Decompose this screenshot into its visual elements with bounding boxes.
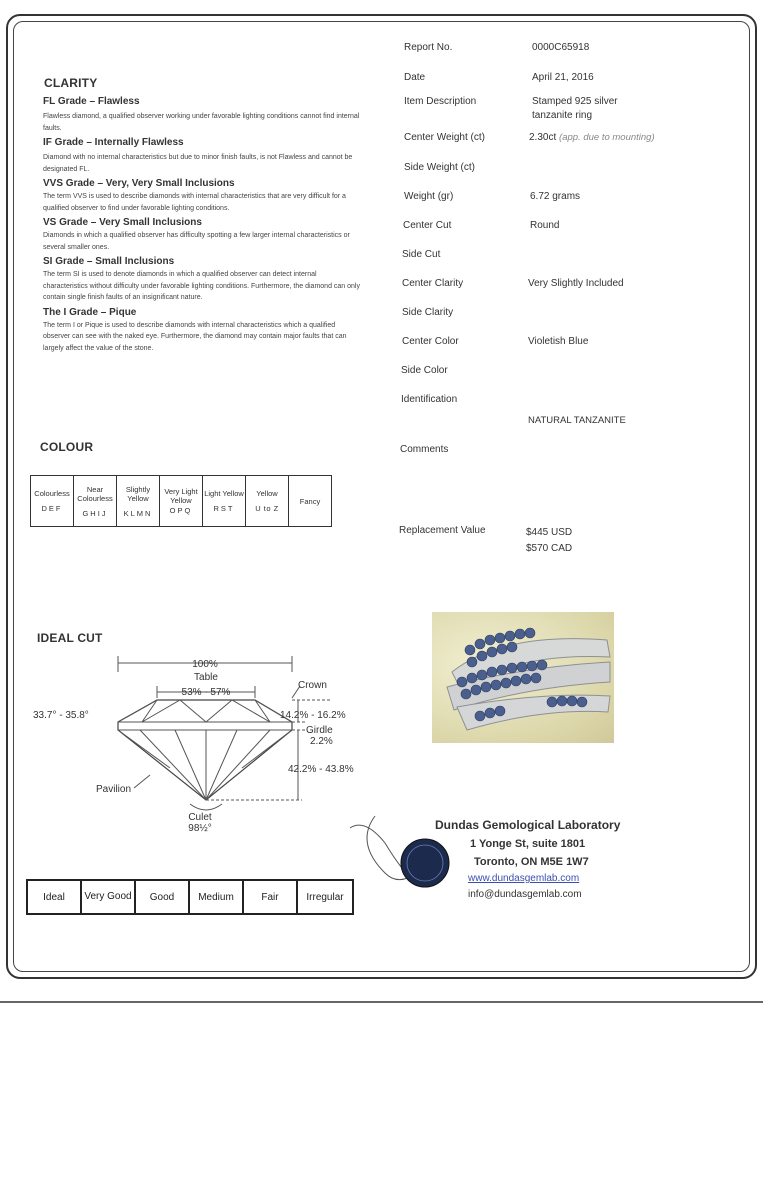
report-label: Center Clarity [402,278,464,289]
colour-scale-table [30,475,332,527]
report-row [404,72,744,96]
cut-grade-cell: Irregular [297,880,353,914]
grade-title: IF Grade – Internally Flawless [43,137,184,148]
report-row [404,191,744,220]
clarity-grade-vvs [43,178,363,214]
report-row [404,132,744,162]
report-row [404,336,744,365]
grade-title: VVS Grade – Very, Very Small Inclusions [43,178,235,189]
colour-name: Colourless [34,489,70,498]
cut-girdle-label: Girdle [306,725,333,736]
lab-address-line1: 1 Yonge St, suite 1801 [470,838,586,850]
cut-crown-label: Crown [298,680,327,691]
replacement-value-label: Replacement Value [399,525,486,536]
report-value: 2.30ct [529,132,557,143]
grade-description: Diamond with no internal characteristics but due to minor finish faults, is not Flawless and cannot be designated FL. [43,154,353,173]
colour-name: Near Colourless [77,484,113,503]
colour-name: Slightly Yellow [125,484,151,503]
ideal-cut-heading: IDEAL CUT [37,631,103,645]
ring-illustration [432,612,614,743]
report-label: Side Clarity [402,307,454,318]
diamond-proportions-diagram [30,650,375,840]
cut-grade-cell: Medium [189,880,243,914]
cut-grade-scale [26,879,354,915]
report-label: Date [404,72,426,83]
colour-cell [31,476,74,527]
grade-description: Diamonds in which a qualified observer has difficulty spotting a few larger internal characteristics or several smaller ones. [43,232,350,251]
report-label: Center Weight (ct) [404,132,485,143]
identification-value: NATURAL TANZANITE [528,415,626,426]
lab-website-link[interactable]: www.dundasgemlab.com [468,873,580,884]
cut-pavilion-label: Pavilion [96,784,132,795]
colour-name: Very Light Yellow [164,487,198,505]
clarity-grade-i [43,307,363,355]
colour-name: Yellow [256,489,278,498]
grade-description: The term SI is used to denote diamonds in which a qualified observer can detect internal characteristics without difficulty under favorable lighting conditions. Furthermore, the diamond can only contain single finish faults of an insignificant nature. [43,271,360,301]
report-label: Item Description [404,96,477,107]
report-value: Round [530,220,560,231]
cut-grade-cell: Ideal [27,880,81,914]
cut-table-label: Table [194,672,218,683]
report-label: Side Weight (ct) [404,162,475,173]
grade-title: VS Grade – Very Small Inclusions [43,217,202,228]
colour-name: Fancy [299,496,321,506]
colour-grades: DEF [41,504,63,513]
clarity-grades [43,96,363,354]
seal-stamp [401,839,449,887]
grade-title: The I Grade – Pique [43,306,137,318]
grade-title: SI Grade – Small Inclusions [43,256,175,267]
report-value: Violetish Blue [528,336,589,347]
cut-width-label: 100% [192,659,218,670]
clarity-grade-fl [43,96,363,134]
report-value: April 21, 2016 [532,72,594,83]
lab-address-line2: Toronto, ON M5E 1W7 [474,856,589,868]
report-row [404,96,744,132]
grade-description: Flawless diamond, a qualified observer working under favorable lighting conditions cannot find internal faults. [43,113,360,132]
grade-title: FL Grade – Flawless [43,96,140,107]
clarity-grade-si [43,256,363,304]
colour-grades: U to Z [255,504,279,513]
report-row [404,162,744,191]
clarity-grade-if [43,137,363,175]
report-row [404,42,744,72]
cut-grade-cell: Very Good [81,880,135,914]
grade-description: The term VVS is used to describe diamonds with internal characteristics that are very difficult for a qualified observer to find under favorable lighting conditions. [43,193,346,212]
colour-cell [203,476,246,527]
report-value: Very Slightly Included [528,278,624,289]
cut-girdle-pct: 2.2% [310,736,333,747]
colour-grades: KLMN [123,508,153,518]
clarity-heading: CLARITY [44,76,98,90]
replacement-usd: $445 USD [526,527,573,538]
report-row [404,220,744,249]
report-value: Stamped 925 silver [532,96,618,107]
report-value-line2: tanzanite ring [532,110,593,121]
colour-grades: GHIJ [82,508,108,518]
lab-email[interactable]: info@dundasgemlab.com [468,889,582,900]
colour-grades: OPQ [169,506,193,515]
colour-cell [117,476,160,527]
grade-description: The term I or Pique is used to describe diamonds with internal characteristics which a qualified observer can see with the naked eye. Furthermore, the diamond may contain major faults that can largely affect the value of the stone. [43,321,347,352]
report-label: Report No. [404,42,453,53]
report-value: 0000C65918 [532,42,590,53]
report-label: Side Color [401,365,448,376]
report-row [404,278,744,307]
report-value-note: (app. due to mounting) [559,132,655,143]
cut-grade-cell: Fair [243,880,297,914]
replacement-cad: $570 CAD [526,543,573,554]
scan-edge-line [0,1001,763,1003]
report-value: 6.72 grams [530,191,581,202]
cut-crown-angle: 33.7° - 35.8° [33,710,89,721]
report-label: Side Cut [402,249,441,260]
ring-photo [432,612,614,743]
colour-grades: RST [213,504,235,513]
report-row [401,365,744,394]
cut-crown-height: 14.2% - 16.2% [280,710,346,721]
colour-cell [160,476,203,527]
report-label: Weight (gr) [404,191,454,202]
report-label: Identification [401,394,458,405]
colour-cell [246,476,289,527]
colour-name: Light Yellow [204,489,244,498]
cut-pavilion-depth: 42.2% - 43.8% [288,764,354,775]
cut-culet-label: Culet [188,812,212,823]
cut-table-range: 53% - 57% [181,687,231,698]
colour-cell [289,476,332,527]
report-details [401,42,744,423]
clarity-grade-vs [43,217,363,253]
cut-culet-angle: 98½° [188,823,212,834]
report-label: Center Cut [403,220,452,231]
report-label: Center Color [402,336,459,347]
report-row [404,307,744,336]
cut-grade-cell: Good [135,880,189,914]
colour-cell [74,476,117,527]
report-row [404,249,744,278]
lab-name: Dundas Gemological Laboratory [435,818,621,832]
comments-label: Comments [400,444,449,455]
colour-heading: COLOUR [40,440,94,454]
